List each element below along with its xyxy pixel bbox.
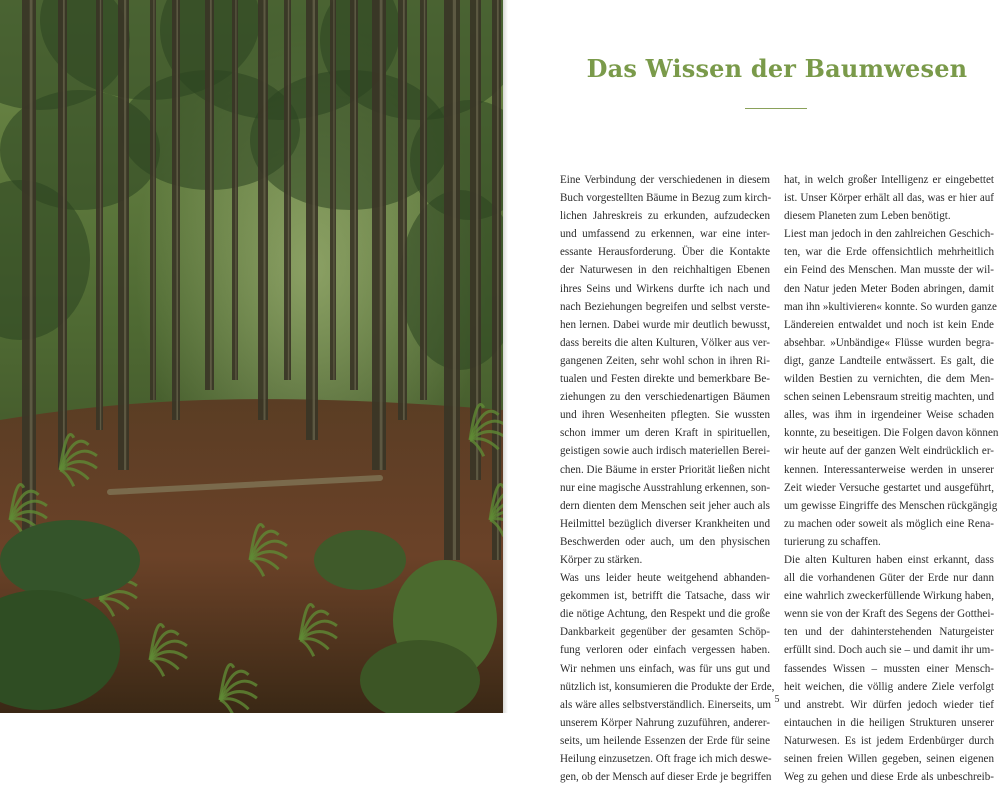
text-line: heit weichen, die völlig andere Ziele verfolgt — [784, 680, 994, 693]
text-line: dern dienten dem Menschen seit jeher auch als — [560, 499, 770, 512]
text-line: schon immer um deren Kraft in spirituellen, — [560, 427, 770, 440]
text-line: diesem Planeten zum Leben benötigt. — [784, 210, 951, 223]
text-line: um gewisse Eingriffe des Menschen rückgängig — [784, 499, 998, 512]
text-line: nützlich ist, konsumieren die Produkte der Erde, — [560, 680, 775, 693]
text-line: Die alten Kulturen haben einst erkannt, dass — [784, 553, 994, 566]
text-line: tualen und Festen direkte und bemerkbare Be- — [560, 373, 770, 386]
text-line: hat, in welch großer Intelligenz er eingebettet — [784, 174, 994, 186]
page-gutter — [503, 0, 508, 713]
text-line: all die vorhandenen Güter der Erde nur dann — [784, 572, 994, 585]
text-line: lichen Jahreskreis zu erkunden, aufzudecken — [560, 210, 770, 223]
page-title: Das Wissen der Baumwesen — [586, 54, 968, 83]
text-line: Zeit wieder Versuche gestartet und ausgeführt, — [784, 481, 994, 494]
title-divider — [745, 108, 807, 109]
text-line: Körper zu stärken. — [560, 553, 643, 566]
text-line: erfüllt sind. Doch auch sie – und damit ihr um- — [784, 644, 994, 657]
text-line: gekommen ist, betrifft die Tatsache, dass wir — [560, 590, 770, 603]
text-line: ten, war die Erde offensichtlich mehrheitlich — [784, 246, 994, 259]
text-line: Heilung einzusetzen. Oft frage ich mich deswe- — [560, 753, 772, 765]
text-line: Naturwesen. Es ist jedem Erdenbürger durch — [784, 734, 994, 747]
text-line: turierung zu schaffen. — [784, 535, 881, 548]
text-line: und ihren Wesenheiten pflegten. Sie wussten — [560, 409, 770, 422]
text-line: eintauchen in die heiligen Strukturen unserer — [784, 716, 994, 729]
text-line: dass bereits die alten Kulturen, Völker aus ver- — [560, 336, 770, 349]
text-line: Wir nehmen uns einfach, was für uns gut und — [560, 662, 770, 675]
text-line: seinen freien Willen gegeben, seinen eigenen — [784, 753, 994, 765]
text-line: eine wahrlich zweckerfüllende Wirkung haben, — [784, 590, 994, 603]
text-line: Heilmittel bezüglich diverser Krankheiten und — [560, 517, 770, 530]
text-line: digt, ganze Landteile entwässert. Es galt, die — [784, 354, 994, 367]
text-column-right — [784, 171, 999, 786]
text-line: fassendes Wissen – mussten einer Mensch- — [784, 662, 994, 675]
text-line: Beschwerden oder auch, um den physischen — [560, 535, 770, 548]
text-line: zu machen oder soweit als möglich eine Rena- — [784, 517, 994, 530]
text-line: ihres Seins und Wirkens durfte ich nach und — [560, 282, 770, 295]
text-line: die nötige Achtung, den Respekt und die große — [560, 608, 770, 621]
text-line: Weg zu gehen und diese Erde als unbeschreib- — [784, 771, 994, 784]
text-line: alles, was ihm in irgendeiner Weise schaden — [784, 409, 994, 422]
text-line: wilden Bestien zu vernichten, die dem Men- — [784, 373, 994, 386]
text-column-left — [560, 171, 775, 786]
text-line: Ländereien entwaldet und noch ist kein Ende — [784, 318, 994, 331]
forest-photo — [0, 0, 503, 713]
text-line: wenn sie von der Kraft des Segens der Gotthei- — [784, 608, 995, 621]
text-line: gen, ob der Mensch auf dieser Erde je begriffen — [560, 771, 772, 784]
text-line: nur eine magische Ausstrahlung erkennen, son- — [560, 481, 771, 494]
text-line: gangenen Zeiten, sehr wohl schon in ihren Ri- — [560, 354, 770, 367]
text-line: nach Beziehungen begreifen und selbst verste- — [560, 300, 770, 313]
text-line: kennen. Interessanterweise werden in unserer — [784, 463, 994, 476]
text-line: den Natur jeden Meter Boden abringen, damit — [784, 282, 994, 295]
text-line: und anstrebt. Wir dürfen jedoch wieder tief — [784, 698, 994, 711]
text-line: ist. Unser Körper erhält all das, was er hier auf — [784, 192, 994, 205]
text-line: chen. Die Bäume in erster Priorität ließen nicht — [560, 463, 770, 476]
text-line: Buch vorgestellten Bäume in Bezug zum kirch- — [560, 192, 772, 205]
text-line: geistigen sowie auch irdisch materiellen Berei- — [560, 445, 770, 458]
text-line: ziehungen zu den verschiedenartigen Bäumen — [560, 391, 770, 404]
text-line: ein Feind des Menschen. Man musste der wil- — [784, 264, 994, 277]
text-line: Liest man jedoch in den zahlreichen Geschich- — [784, 228, 994, 241]
text-line: fung verloren oder einfach vergessen haben. — [560, 644, 770, 657]
text-line: wir heute auf der ganzen Welt eindrücklich er- — [784, 445, 994, 458]
text-line: man ihn »kultivieren« konnte. So wurden ganze — [784, 300, 997, 313]
text-line: ten und der dahinterstehenden Naturgeister — [784, 626, 994, 639]
text-line: als wäre alles selbstverständlich. Einerseits, um — [560, 698, 772, 711]
text-line: absehbar. »Unbändige« Flüsse wurden begra- — [784, 336, 994, 349]
text-line: der Naturwesen in den reichhaltigen Ebenen — [560, 264, 770, 277]
text-line: und umfassend zu erkennen, war eine inter- — [560, 228, 770, 241]
text-line: konnte, zu beseitigen. Die Folgen davon können — [784, 427, 999, 440]
text-line: Was uns leider heute weitgehend abhanden- — [560, 572, 770, 585]
text-line: essante Herausforderung. Über die Kontakte — [560, 246, 770, 259]
text-line: Eine Verbindung der verschiedenen in diesem — [560, 174, 770, 186]
text-line: seits, um heilende Essenzen der Erde für seine — [560, 734, 770, 747]
text-line: Dankbarkeit gegenüber der gesamten Schöp- — [560, 626, 770, 639]
text-line: schen seinen Lebensraum streitig machten, und — [784, 391, 995, 404]
page-number: 5 — [774, 694, 780, 705]
forest-illustration — [0, 0, 503, 713]
text-line: hen lernen. Dabei wurde mir deutlich bewusst, — [560, 318, 770, 331]
text-line: unserem Körper Nahrung zuzuführen, anderer- — [560, 716, 770, 729]
